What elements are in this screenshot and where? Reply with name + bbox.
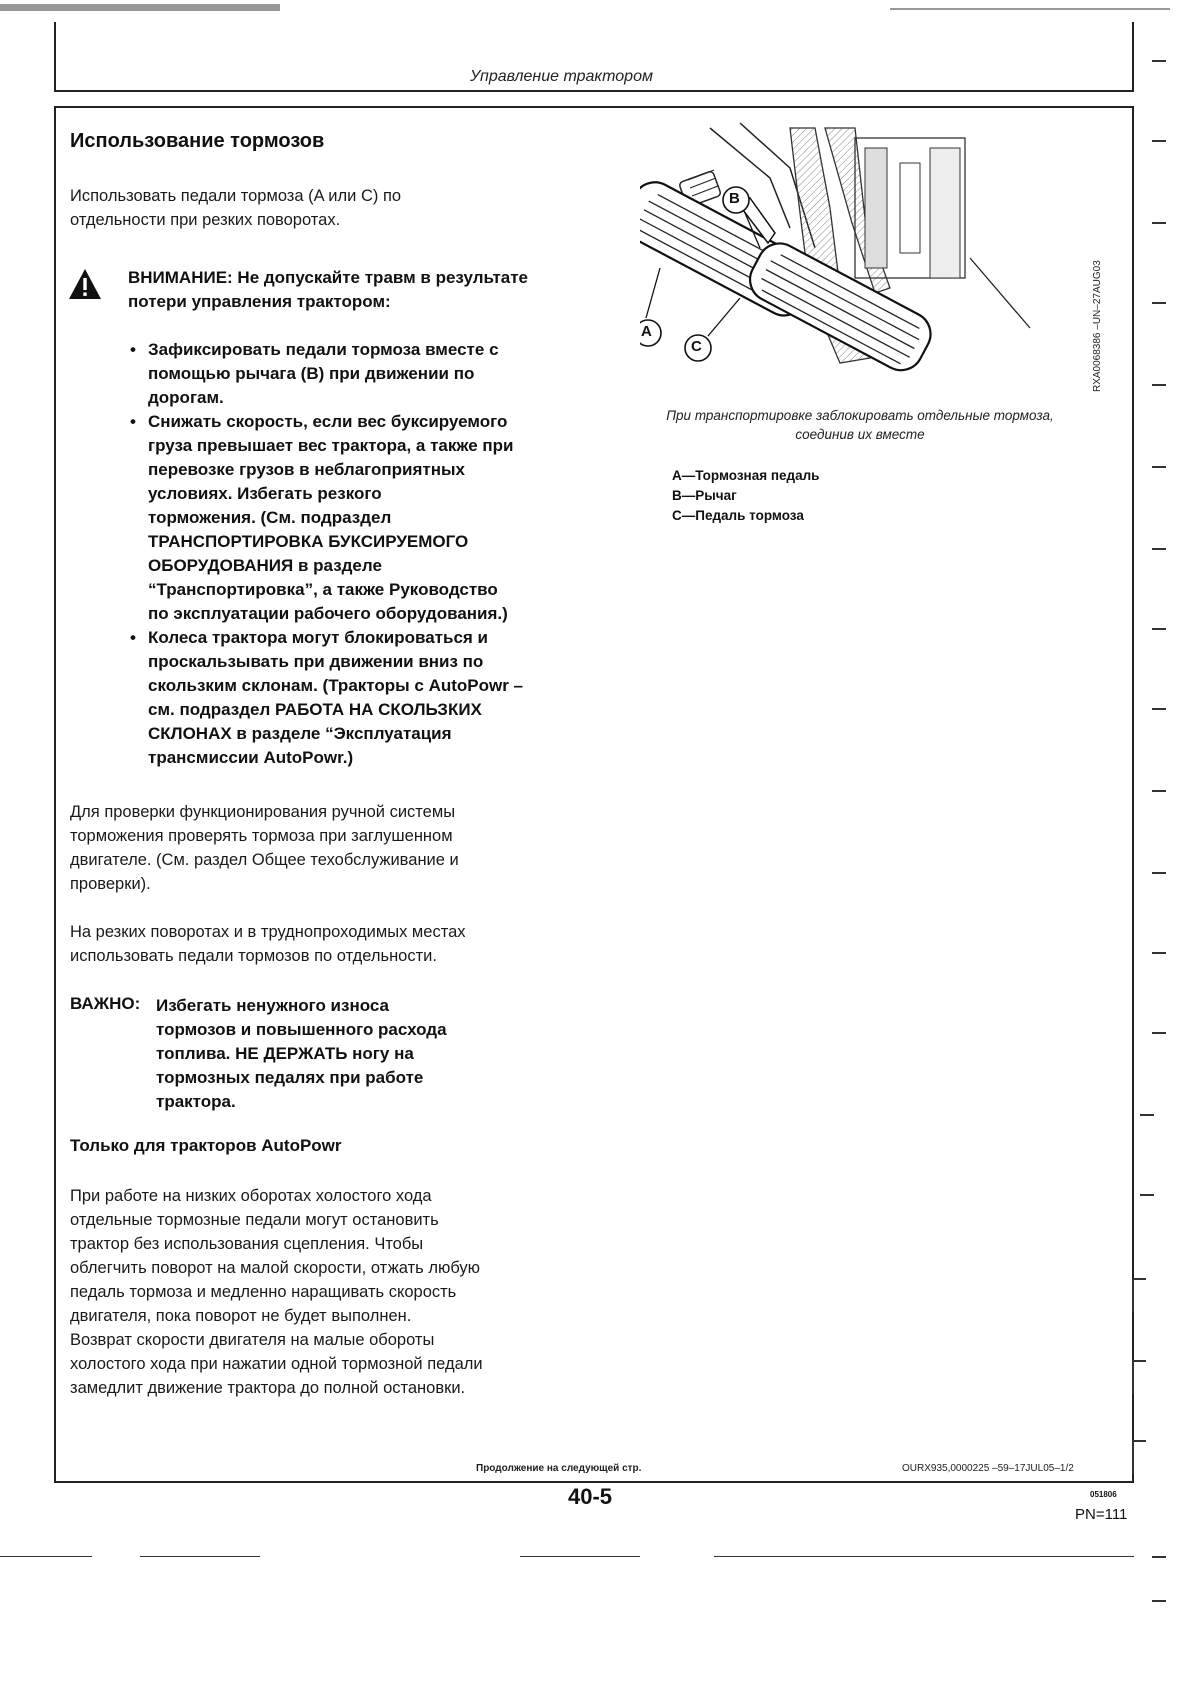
important-label: ВАЖНО: [70, 994, 141, 1013]
margin-tick [1152, 1556, 1166, 1558]
margin-tick [1132, 1278, 1146, 1280]
text-line: холостого хода при нажатии одной тормозной педали [70, 1355, 483, 1373]
continued-note: Продолжение на следующей стр. [476, 1463, 642, 1474]
text-line: перевозке грузов в неблагоприятных [148, 460, 465, 479]
check-paragraph [70, 800, 570, 896]
text-line: см. подраздел РАБОТА НА СКОЛЬЗКИХ [148, 700, 482, 719]
text-line: трактор без использования сцепления. Чтобы [70, 1235, 424, 1253]
text-line: педаль тормоза и медленно наращивать скорость [70, 1283, 457, 1301]
text-line: отдельные тормозные педали могут остановить [70, 1211, 439, 1229]
callout-c-label: C [691, 338, 702, 355]
text-line: Возврат скорости двигателя на малые обороты [70, 1331, 435, 1349]
text-line: Избегать ненужного износа [156, 996, 390, 1015]
list-item [128, 410, 588, 626]
scan-line [520, 1556, 640, 1557]
intro-paragraph [70, 184, 530, 232]
callout-a-label: A [641, 323, 652, 340]
text-line: ОБОРУДОВАНИЯ в разделе [148, 556, 382, 575]
text-line: “Транспортировка”, а также Руководство [148, 580, 498, 599]
small-code: 051806 [1090, 1490, 1117, 1499]
margin-tick [1152, 302, 1166, 304]
text-line: Для проверки функционирования ручной системы [70, 803, 456, 821]
scan-artifact-top-right [890, 8, 1170, 10]
margin-tick [1152, 790, 1166, 792]
text-line: отдельности при резких поворотах. [70, 211, 341, 229]
scan-line [140, 1556, 260, 1557]
margin-tick [1152, 872, 1166, 874]
list-item [128, 626, 588, 770]
warning-heading [128, 266, 608, 314]
margin-tick [1152, 466, 1166, 468]
section-title: Использование тормозов [70, 130, 325, 152]
autopowr-subheading: Только для тракторов AutoPowr [70, 1136, 342, 1155]
document-code: OURX935,0000225 –59–17JUL05–1/2 [902, 1463, 1074, 1474]
text-line: тормозов и повышенного расхода [156, 1020, 447, 1039]
text-line: ТРАНСПОРТИРОВКА БУКСИРУЕМОГО [148, 532, 469, 551]
text-line: скользким склонам. (Тракторы с AutoPowr – [148, 676, 524, 695]
margin-bracket [1132, 1278, 1134, 1312]
page-number: 40-5 [568, 1484, 613, 1509]
important-text [156, 994, 496, 1114]
legend-item: A—Тормозная педаль [672, 468, 820, 483]
autopowr-paragraph [70, 1184, 590, 1400]
legend-item: B—Рычаг [672, 488, 737, 503]
text-line: • Зафиксировать педали тормоза вместе с [148, 340, 499, 359]
margin-tick [1152, 1600, 1166, 1602]
callout-b-label: B [729, 190, 740, 207]
text-line: по эксплуатации рабочего оборудования.) [148, 604, 508, 623]
margin-tick [1152, 60, 1166, 62]
legend-item: C—Педаль тормоза [672, 508, 804, 523]
text-line: • Снижать скорость, если вес буксируемого [148, 412, 508, 431]
text-line: трансмиссии AutoPowr.) [148, 748, 354, 767]
text-line: проверки). [70, 875, 151, 893]
margin-tick [1140, 1114, 1154, 1116]
margin-tick [1152, 952, 1166, 954]
turns-paragraph [70, 920, 570, 968]
text-line: двигателе. (См. раздел Общее техобслуживание и [70, 851, 459, 869]
header-title: Управление трактором [470, 68, 653, 85]
list-item [128, 338, 588, 410]
text-line: облегчить поворот на малой скорости, отжать любую [70, 1259, 481, 1277]
figure-legend [672, 466, 819, 526]
margin-tick [1140, 1194, 1154, 1196]
margin-tick [1152, 384, 1166, 386]
text-line: При транспортировке заблокировать отдельные тормоза, [666, 408, 1054, 423]
text-line: При работе на низких оборотах холостого хода [70, 1187, 432, 1205]
margin-bracket [1132, 1440, 1134, 1474]
text-line: двигателя, пока поворот не будет выполнен. [70, 1307, 412, 1325]
text-line: СКЛОНАХ в разделе “Эксплуатация [148, 724, 452, 743]
text-line: потери управления трактором: [128, 292, 391, 311]
text-line: ВНИМАНИЕ: Не допускайте травм в результате [128, 268, 529, 287]
text-line: дорогам. [148, 388, 224, 407]
text-line: топлива. НЕ ДЕРЖАТЬ ногу на [156, 1044, 414, 1063]
text-line: Использовать педали тормоза (A или C) по [70, 187, 402, 205]
margin-tick [1132, 1440, 1146, 1442]
scan-artifact-top-left [0, 4, 280, 11]
margin-tick [1152, 548, 1166, 550]
figure-caption [640, 406, 1080, 444]
text-line: трактора. [156, 1092, 236, 1111]
text-line: использовать педали тормозов по отдельности. [70, 947, 437, 965]
text-line: торможения проверять тормоза при заглушенном [70, 827, 453, 845]
margin-tick [1152, 628, 1166, 630]
margin-tick [1152, 140, 1166, 142]
warning-bullet-list [128, 338, 588, 770]
text-line: • Колеса трактора могут блокироваться и [148, 628, 488, 647]
margin-tick [1152, 708, 1166, 710]
text-line: тормозных педалях при работе [156, 1068, 424, 1087]
text-line: проскальзывать при движении вниз по [148, 652, 484, 671]
text-line: торможения. (См. подраздел [148, 508, 392, 527]
margin-bracket [1132, 1360, 1134, 1394]
text-line: груза превышает вес трактора, а также при [148, 436, 514, 455]
text-line: помощью рычага (B) при движении по [148, 364, 475, 383]
scan-line [714, 1556, 1134, 1557]
text-line: На резких поворотах и в труднопроходимых местах [70, 923, 466, 941]
warning-icon [68, 268, 102, 300]
margin-tick [1152, 222, 1166, 224]
margin-tick [1132, 1360, 1146, 1362]
margin-tick [1152, 1032, 1166, 1034]
pn-label: PN=111 [1075, 1506, 1128, 1523]
scan-line [0, 1556, 92, 1557]
brake-pedals-illustration [640, 118, 1090, 408]
text-line: замедлит движение трактора до полной остановки. [70, 1379, 466, 1397]
figure-code: RXA0068386 –UN–27AUG03 [1092, 260, 1103, 392]
text-line: соединив их вместе [795, 427, 925, 442]
text-line: условиях. Избегать резкого [148, 484, 382, 503]
